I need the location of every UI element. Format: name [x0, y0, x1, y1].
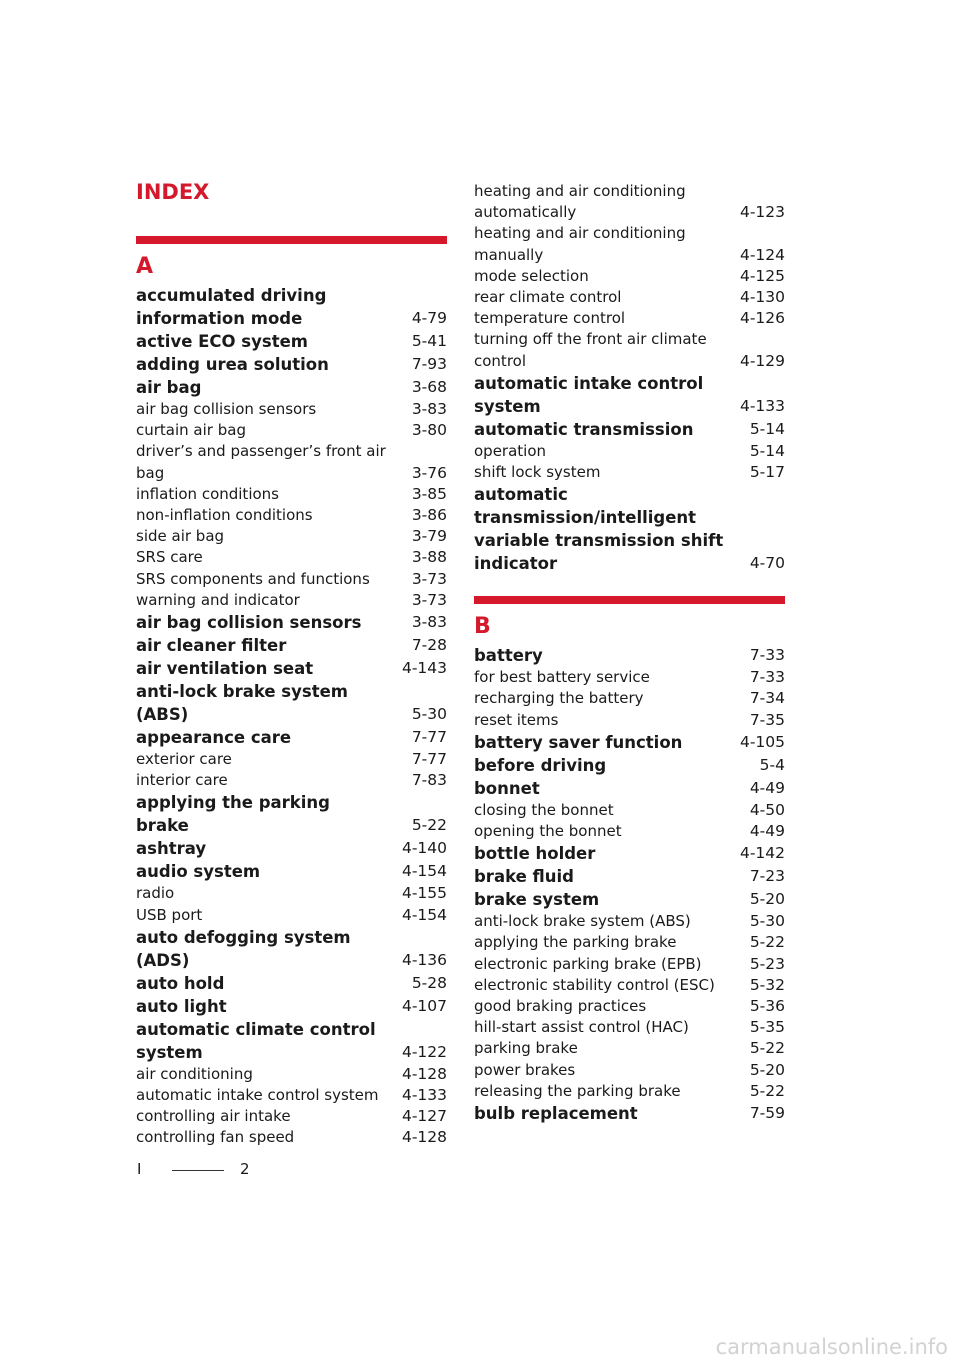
- entry-text: automatic intake control system: [474, 373, 704, 416]
- entry-text: automatic transmission/intelligent variable transmission shift indicator: [474, 485, 724, 574]
- index-subentry[interactable]: [136, 484, 447, 505]
- index-entry[interactable]: [474, 754, 785, 777]
- index-entry[interactable]: [136, 680, 447, 726]
- index-subentry[interactable]: [474, 975, 785, 996]
- index-subentry[interactable]: [136, 420, 447, 441]
- entry-text: active ECO system: [136, 332, 308, 351]
- entry-page-ref: 4-49: [749, 778, 785, 797]
- entry-page-ref: 4-140: [401, 839, 447, 858]
- section-letter: A: [136, 254, 154, 279]
- entry-page-ref: 4-125: [739, 266, 785, 285]
- index-subentry[interactable]: [474, 266, 785, 287]
- entry-text: anti-lock brake system (ABS): [136, 682, 348, 725]
- index-subentry[interactable]: [136, 526, 447, 547]
- entry-page-ref: 7-23: [749, 867, 785, 886]
- entry-page-ref: 4-142: [739, 844, 785, 863]
- entry-page-ref: 4-143: [401, 659, 447, 678]
- entry-text: SRS components and functions: [136, 569, 370, 588]
- entry-text: applying the parking brake: [136, 793, 330, 836]
- entry-text: for best battery service: [474, 668, 650, 687]
- entry-page-ref: 3-73: [411, 590, 447, 609]
- index-entry[interactable]: [474, 372, 785, 418]
- entry-text: warning and indicator: [136, 590, 300, 609]
- entry-page-ref: 4-124: [739, 245, 785, 264]
- entry-page-ref: 5-14: [749, 441, 785, 460]
- entry-text: audio system: [136, 862, 261, 882]
- entry-page-ref: 3-80: [411, 421, 447, 440]
- entry-text: curtain air bag: [136, 421, 246, 440]
- index-subentry[interactable]: [474, 800, 785, 821]
- index-subentry[interactable]: [136, 1106, 447, 1127]
- index-entry[interactable]: [136, 284, 447, 330]
- entry-page-ref: 4-127: [401, 1107, 447, 1126]
- entry-text: shift lock system: [474, 463, 601, 482]
- entry-page-ref: 4-122: [401, 1042, 447, 1061]
- entry-text: electronic parking brake (EPB): [474, 954, 702, 973]
- entry-page-ref: 5-20: [749, 890, 785, 909]
- entry-text: hill-start assist control (HAC): [474, 1018, 689, 1037]
- entry-page-ref: 3-83: [411, 613, 447, 632]
- entry-page-ref: 7-35: [749, 710, 785, 729]
- entry-text: power brakes: [474, 1060, 576, 1079]
- entry-page-ref: 3-83: [411, 400, 447, 418]
- index-entry[interactable]: [136, 634, 447, 657]
- index-subentry[interactable]: [136, 749, 447, 770]
- entry-text: USB port: [136, 905, 203, 924]
- entry-page-ref: 7-93: [411, 355, 447, 373]
- section-spacer: [474, 575, 785, 596]
- entry-page-ref: 3-85: [411, 484, 447, 503]
- index-subentry[interactable]: [474, 1017, 785, 1038]
- entry-page-ref: 4-123: [739, 203, 785, 222]
- index-entry[interactable]: [136, 972, 447, 995]
- entry-page-ref: 5-22: [411, 816, 447, 835]
- index-subentry[interactable]: [474, 1081, 785, 1102]
- entry-text: reset items: [474, 710, 559, 729]
- entry-page-ref: 5-23: [749, 954, 785, 973]
- index-subentry[interactable]: [136, 1085, 447, 1106]
- entry-text: temperature control: [474, 309, 626, 328]
- index-entry[interactable]: [474, 418, 785, 441]
- index-subentry[interactable]: [136, 883, 447, 904]
- entry-text: releasing the parking brake: [474, 1081, 681, 1100]
- entry-text: before driving: [474, 755, 607, 775]
- entry-text: radio: [136, 884, 175, 903]
- entry-page-ref: 3-86: [411, 506, 447, 525]
- entry-text: applying the parking brake: [474, 933, 677, 952]
- entry-text: non-inflation conditions: [136, 506, 313, 525]
- entry-text: air bag: [136, 378, 202, 397]
- entry-text: operation: [474, 441, 547, 460]
- index-subentry[interactable]: [136, 569, 447, 590]
- entry-page-ref: 5-30: [411, 705, 447, 724]
- index-subentry[interactable]: [474, 710, 785, 731]
- entry-page-ref: 4-130: [739, 288, 785, 307]
- entry-text: bonnet: [474, 778, 540, 798]
- index-entry[interactable]: [136, 611, 447, 634]
- entry-text: auto light: [136, 996, 227, 1016]
- entry-text: controlling fan speed: [136, 1128, 295, 1147]
- index-subentry[interactable]: [474, 441, 785, 462]
- index-subentry[interactable]: [474, 821, 785, 842]
- index-column-right: [474, 181, 785, 1125]
- index-subentry[interactable]: [474, 308, 785, 329]
- footer-page-number: 2: [240, 1160, 250, 1178]
- index-subentry[interactable]: [474, 688, 785, 709]
- page-title: INDEX: [136, 180, 210, 204]
- index-subentry[interactable]: [474, 462, 785, 483]
- index-entry[interactable]: [474, 842, 785, 865]
- index-subentry[interactable]: [474, 329, 785, 371]
- entry-page-ref: 5-32: [749, 975, 785, 994]
- entry-page-ref: 4-70: [749, 554, 785, 573]
- index-entry[interactable]: [136, 791, 447, 837]
- index-subentry[interactable]: [136, 399, 447, 420]
- index-subentry[interactable]: [136, 590, 447, 611]
- index-subentry[interactable]: [136, 1127, 447, 1148]
- index-entry[interactable]: [136, 376, 447, 399]
- index-entry[interactable]: [474, 777, 785, 800]
- entry-text: inflation conditions: [136, 484, 279, 503]
- index-entry[interactable]: [136, 353, 447, 376]
- entry-page-ref: 7-83: [411, 771, 447, 790]
- index-subentry[interactable]: [136, 441, 447, 483]
- index-entry[interactable]: [136, 995, 447, 1018]
- entry-text: air conditioning: [136, 1064, 253, 1083]
- entry-page-ref: 3-79: [411, 527, 447, 546]
- entry-text: bottle holder: [474, 844, 596, 864]
- entry-page-ref: 5-14: [749, 419, 785, 438]
- entry-text: air bag collision sensors: [136, 613, 362, 633]
- entry-text: battery: [474, 646, 543, 666]
- entry-page-ref: 4-128: [401, 1064, 447, 1083]
- entry-page-ref: 4-128: [401, 1128, 447, 1147]
- index-entry[interactable]: [136, 330, 447, 353]
- entry-text: auto defogging system (ADS): [136, 927, 351, 970]
- entry-text: battery saver function: [474, 732, 683, 752]
- entry-text: SRS care: [136, 548, 203, 567]
- entry-page-ref: 5-4: [759, 755, 785, 774]
- index-entry[interactable]: [474, 731, 785, 754]
- entry-text: adding urea solution: [136, 355, 329, 374]
- entry-text: ashtray: [136, 839, 207, 859]
- entry-text: brake fluid: [474, 867, 574, 887]
- entry-text: accumulated driving information mode: [136, 286, 327, 328]
- entry-text: driver’s and passenger’s front air bag: [136, 442, 386, 482]
- footer-section-letter: I: [137, 1160, 142, 1178]
- entry-text: heating and air conditioning automatically: [474, 182, 686, 222]
- index-subentry[interactable]: [474, 181, 785, 223]
- entry-page-ref: 4-49: [749, 822, 785, 841]
- index-entry[interactable]: [136, 726, 447, 749]
- entry-page-ref: 3-88: [411, 548, 447, 567]
- entry-page-ref: 4-79: [411, 309, 447, 327]
- index-subentry[interactable]: [474, 996, 785, 1017]
- entry-page-ref: 5-22: [749, 1081, 785, 1100]
- entry-text: electronic stability control (ESC): [474, 975, 715, 994]
- entry-page-ref: 5-30: [749, 912, 785, 931]
- entry-page-ref: 5-22: [749, 1039, 785, 1058]
- index-subentry[interactable]: [136, 905, 447, 926]
- entry-page-ref: 4-105: [739, 732, 785, 751]
- footer-divider: [172, 1170, 224, 1171]
- entry-page-ref: 4-107: [401, 996, 447, 1015]
- entry-text: automatic transmission: [474, 419, 694, 439]
- index-subentry[interactable]: [136, 505, 447, 526]
- entry-page-ref: 3-68: [411, 378, 447, 396]
- index-subentry[interactable]: [474, 932, 785, 953]
- index-entry[interactable]: [474, 888, 785, 911]
- index-entry[interactable]: [136, 860, 447, 883]
- index-subentry[interactable]: [474, 911, 785, 932]
- entry-page-ref: 7-77: [411, 728, 447, 747]
- entry-page-ref: 5-36: [749, 997, 785, 1016]
- index-entry[interactable]: [136, 837, 447, 860]
- entry-text: rear climate control: [474, 288, 622, 307]
- entry-text: anti-lock brake system (ABS): [474, 912, 691, 931]
- entry-text: interior care: [136, 771, 228, 790]
- entry-page-ref: 7-34: [749, 689, 785, 708]
- entry-page-ref: 4-133: [739, 396, 785, 415]
- entry-text: automatic climate control system: [136, 1019, 376, 1062]
- index-entry[interactable]: [474, 483, 785, 575]
- watermark: carmanualsonline.info: [715, 1335, 948, 1359]
- entry-text: auto hold: [136, 973, 225, 993]
- entry-text: parking brake: [474, 1039, 578, 1058]
- index-subentry[interactable]: [474, 1038, 785, 1059]
- entry-page-ref: 4-154: [401, 905, 447, 924]
- index-subentry[interactable]: [474, 667, 785, 688]
- entry-page-ref: 7-77: [411, 750, 447, 769]
- entry-page-ref: 5-22: [749, 933, 785, 952]
- entry-page-ref: 7-33: [749, 646, 785, 665]
- entry-page-ref: 7-28: [411, 636, 447, 655]
- entry-page-ref: 5-41: [411, 332, 447, 350]
- entry-text: exterior care: [136, 750, 232, 769]
- entry-page-ref: 5-17: [749, 463, 785, 482]
- entry-text: turning off the front air climate control: [474, 330, 707, 370]
- index-column-left: [136, 236, 447, 1149]
- entry-text: air cleaner filter: [136, 636, 287, 656]
- index-subentry[interactable]: [474, 954, 785, 975]
- index-subentry[interactable]: [474, 1060, 785, 1081]
- entry-page-ref: 5-28: [411, 973, 447, 992]
- index-subentry[interactable]: [136, 1064, 447, 1085]
- index-subentry[interactable]: [474, 287, 785, 308]
- entry-page-ref: 4-136: [401, 950, 447, 969]
- entry-page-ref: 3-73: [411, 569, 447, 588]
- entry-text: closing the bonnet: [474, 800, 614, 819]
- index-subentry[interactable]: [136, 770, 447, 791]
- index-subentry[interactable]: [136, 547, 447, 568]
- index-entry[interactable]: [474, 644, 785, 667]
- entry-text: appearance care: [136, 728, 292, 748]
- entry-page-ref: 4-154: [401, 862, 447, 881]
- entry-page-ref: 4-129: [739, 351, 785, 370]
- entry-text: heating and air conditioning manually: [474, 224, 686, 264]
- entry-page-ref: 4-126: [739, 309, 785, 328]
- entry-page-ref: 3-76: [411, 463, 447, 482]
- index-entry[interactable]: [136, 1018, 447, 1064]
- entry-page-ref: 7-33: [749, 668, 785, 687]
- index-entry[interactable]: [474, 1102, 785, 1125]
- index-entry[interactable]: [474, 865, 785, 888]
- entry-text: controlling air intake: [136, 1107, 291, 1126]
- entry-text: brake system: [474, 890, 600, 910]
- entry-page-ref: 5-20: [749, 1060, 785, 1079]
- entry-text: side air bag: [136, 527, 225, 546]
- section-letter: B: [474, 614, 491, 640]
- entry-text: air ventilation seat: [136, 659, 314, 679]
- entry-page-ref: 5-35: [749, 1018, 785, 1037]
- entry-page-ref: 7-59: [749, 1104, 785, 1123]
- entry-page-ref: 4-133: [401, 1086, 447, 1105]
- entry-text: good braking practices: [474, 997, 647, 1016]
- entry-text: automatic intake control system: [136, 1086, 379, 1105]
- section-divider-bar: [136, 236, 447, 244]
- index-entry[interactable]: [136, 926, 447, 972]
- entry-text: recharging the battery: [474, 689, 644, 708]
- entry-text: opening the bonnet: [474, 822, 622, 841]
- index-subentry[interactable]: [474, 223, 785, 265]
- entry-text: bulb replacement: [474, 1104, 638, 1124]
- entry-page-ref: 4-155: [401, 884, 447, 903]
- entry-text: mode selection: [474, 266, 589, 285]
- entry-text: air bag collision sensors: [136, 400, 317, 418]
- section-divider-bar: [474, 596, 785, 604]
- index-entry[interactable]: [136, 657, 447, 680]
- entry-page-ref: 4-50: [749, 800, 785, 819]
